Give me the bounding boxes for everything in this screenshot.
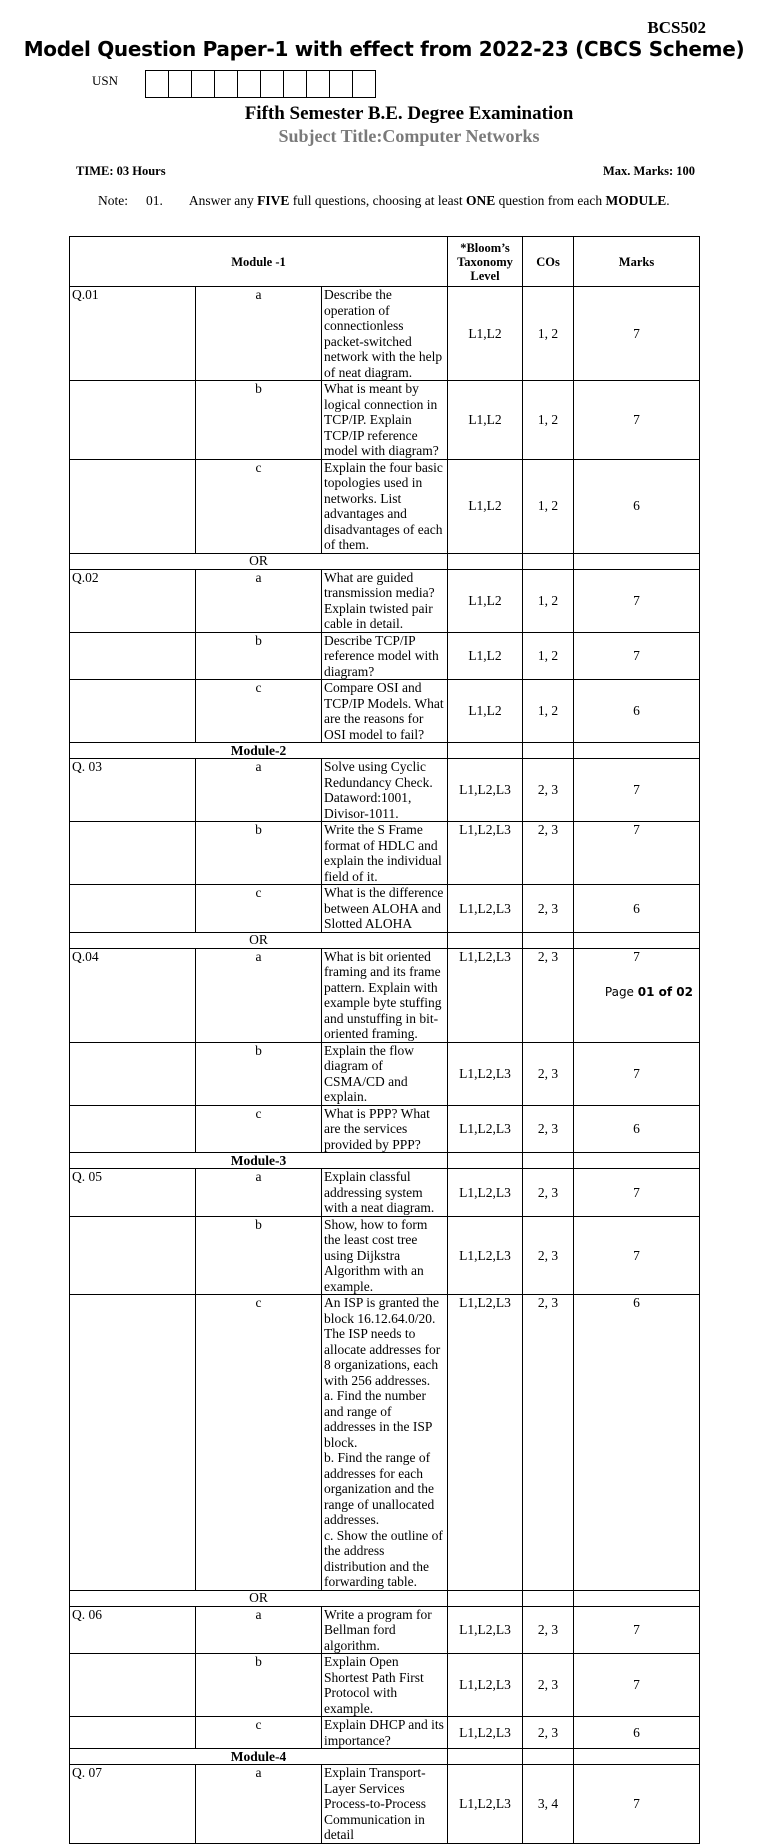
question-number (70, 1717, 196, 1749)
course-outcome: 1, 2 (523, 569, 574, 632)
course-outcome: 2, 3 (523, 1105, 574, 1153)
empty-cell (448, 553, 523, 569)
question-text: Explain Open Shortest Path First Protocol with example. (322, 1654, 448, 1717)
table-row (70, 459, 700, 553)
usn-box (237, 70, 261, 98)
blooms-level: L1,L2,L3 (448, 885, 523, 933)
question-text: Describe TCP/IP reference model with diagram? (322, 632, 448, 680)
module-heading: Module-2 (70, 743, 448, 759)
question-number: Q.04 (70, 948, 196, 1042)
marks: 7 (574, 1169, 700, 1217)
usn-box (168, 70, 192, 98)
empty-cell (523, 1590, 574, 1606)
blooms-level: L1,L2,L3 (448, 1216, 523, 1295)
table-header-row (70, 237, 700, 287)
exam-title: Fifth Semester B.E. Degree Examination (244, 103, 574, 124)
empty-cell (448, 932, 523, 948)
marks: 7 (574, 948, 700, 1042)
part-letter: a (196, 287, 322, 381)
question-text: An ISP is granted the block 16.12.64.0/20. The ISP needs to allocate addresses for 8 organizations, each with 256 addresses. a. Find the number and range of addresses in the ISP block. b. Find the range of addresses for each organization and the range of unallocated addresses. c. Show the outline of the address distribution and the forwarding table. (322, 1295, 448, 1591)
empty-cell (574, 1749, 700, 1765)
marks: 6 (574, 885, 700, 933)
question-text: Describe the operation of connectionless packet-switched network with the help of neat diagram. (322, 287, 448, 381)
question-text: Show, how to form the least cost tree using Dijkstra Algorithm with an example. (322, 1216, 448, 1295)
question-text: Write a program for Bellman ford algorithm. (322, 1606, 448, 1654)
part-letter: a (196, 759, 322, 822)
part-letter: c (196, 459, 322, 553)
empty-cell (574, 1590, 700, 1606)
question-text: Solve using Cyclic Redundancy Check. Dataword:1001, Divisor-1011. (322, 759, 448, 822)
empty-cell (574, 743, 700, 759)
part-letter: b (196, 1216, 322, 1295)
course-code: BCS502 (647, 18, 706, 37)
course-outcome: 2, 3 (523, 885, 574, 933)
part-letter: a (196, 569, 322, 632)
question-text: Explain classful addressing system with a neat diagram. (322, 1169, 448, 1217)
table-row (70, 885, 700, 933)
module-heading-row (70, 1153, 700, 1169)
course-outcome: 2, 3 (523, 1295, 574, 1591)
part-letter: c (196, 1717, 322, 1749)
usn-box (145, 70, 169, 98)
question-number (70, 1295, 196, 1591)
question-number (70, 1105, 196, 1153)
blooms-level: L1,L2,L3 (448, 1105, 523, 1153)
blooms-level: L1,L2,L3 (448, 1295, 523, 1591)
empty-cell (523, 932, 574, 948)
usn-label: USN (92, 73, 119, 88)
question-number (70, 459, 196, 553)
marks: 7 (574, 569, 700, 632)
part-letter: b (196, 1654, 322, 1717)
blooms-level: L1,L2,L3 (448, 1042, 523, 1105)
blooms-level: L1,L2,L3 (448, 1717, 523, 1749)
module-heading-row (70, 743, 700, 759)
empty-cell (448, 1749, 523, 1765)
or-separator: OR (70, 1590, 448, 1606)
or-separator: OR (70, 553, 448, 569)
question-text: Compare OSI and TCP/IP Models. What are the reasons for OSI model to fail? (322, 680, 448, 743)
part-letter: b (196, 1042, 322, 1105)
blooms-level: L1,L2,L3 (448, 1169, 523, 1217)
blooms-level: L1,L2 (448, 381, 523, 460)
or-separator-row (70, 553, 700, 569)
question-text: What is bit oriented framing and its frame pattern. Explain with example byte stuffing and unstuffing in bit-oriented framing. (322, 948, 448, 1042)
blooms-level: L1,L2,L3 (448, 759, 523, 822)
question-text: Explain the four basic topologies used in networks. List advantages and disadvantages of each of them. (322, 459, 448, 553)
question-number: Q.02 (70, 569, 196, 632)
table-row (70, 822, 700, 885)
part-letter: c (196, 680, 322, 743)
module-heading: Module-3 (70, 1153, 448, 1169)
question-number (70, 680, 196, 743)
marks: 7 (574, 1042, 700, 1105)
course-outcome: 2, 3 (523, 948, 574, 1042)
usn-box (191, 70, 215, 98)
course-outcome: 1, 2 (523, 459, 574, 553)
usn-box (306, 70, 330, 98)
cos-header: COs (523, 237, 574, 287)
blooms-level: L1,L2 (448, 569, 523, 632)
usn-box (283, 70, 307, 98)
marks: 7 (574, 1216, 700, 1295)
table-row (70, 1042, 700, 1105)
module-header: Module -1 (70, 237, 448, 287)
table-row (70, 381, 700, 460)
question-rows (70, 287, 700, 1844)
question-text: Write the S Frame format of HDLC and explain the individual field of it. (322, 822, 448, 885)
empty-cell (523, 1153, 574, 1169)
empty-cell (574, 1153, 700, 1169)
table-row (70, 632, 700, 680)
question-number: Q. 06 (70, 1606, 196, 1654)
part-letter: a (196, 1169, 322, 1217)
empty-cell (448, 1153, 523, 1169)
question-text: Explain Transport-Layer Services Process-to-Process Communication in detail (322, 1765, 448, 1844)
part-letter: c (196, 1295, 322, 1591)
marks: 6 (574, 1295, 700, 1591)
table-row (70, 569, 700, 632)
question-text: What is the difference between ALOHA and Slotted ALOHA (322, 885, 448, 933)
empty-cell (574, 553, 700, 569)
question-text: What is meant by logical connection in TCP/IP. Explain TCP/IP reference model with diagram? (322, 381, 448, 460)
marks-header: Marks (574, 237, 700, 287)
time-duration: TIME: 03 Hours (76, 164, 166, 178)
course-outcome: 1, 2 (523, 632, 574, 680)
or-separator: OR (70, 932, 448, 948)
blooms-level: L1,L2,L3 (448, 1765, 523, 1844)
part-letter: a (196, 1606, 322, 1654)
course-outcome: 2, 3 (523, 822, 574, 885)
blooms-level: L1,L2 (448, 632, 523, 680)
table-row (70, 1606, 700, 1654)
table-row (70, 1765, 700, 1844)
marks: 7 (574, 759, 700, 822)
blooms-level: L1,L2 (448, 459, 523, 553)
question-number: Q.01 (70, 287, 196, 381)
table-row (70, 759, 700, 822)
table-row (70, 1216, 700, 1295)
question-number: Q. 07 (70, 1765, 196, 1844)
question-number: Q. 05 (70, 1169, 196, 1217)
table-row (70, 1169, 700, 1217)
blooms-level: L1,L2 (448, 287, 523, 381)
marks: 7 (574, 287, 700, 381)
course-outcome: 2, 3 (523, 1042, 574, 1105)
marks: 7 (574, 632, 700, 680)
table-row (70, 680, 700, 743)
course-outcome: 1, 2 (523, 381, 574, 460)
course-outcome: 2, 3 (523, 759, 574, 822)
course-outcome: 2, 3 (523, 1169, 574, 1217)
marks: 7 (574, 1765, 700, 1844)
table-row (70, 1105, 700, 1153)
course-outcome: 2, 3 (523, 1654, 574, 1717)
empty-cell (523, 553, 574, 569)
usn-boxes (145, 70, 375, 98)
question-text: Explain the flow diagram of CSMA/CD and explain. (322, 1042, 448, 1105)
question-number (70, 1654, 196, 1717)
marks: 7 (574, 1654, 700, 1717)
empty-cell (448, 1590, 523, 1606)
blooms-level: L1,L2,L3 (448, 1606, 523, 1654)
question-table (69, 236, 700, 1844)
marks: 6 (574, 1105, 700, 1153)
usn-box (352, 70, 376, 98)
module-heading-row (70, 1749, 700, 1765)
module-heading: Module-4 (70, 1749, 448, 1765)
course-outcome: 1, 2 (523, 680, 574, 743)
table-row (70, 1295, 700, 1591)
usn-box (329, 70, 353, 98)
question-number (70, 632, 196, 680)
empty-cell (574, 932, 700, 948)
marks: 6 (574, 1717, 700, 1749)
blooms-level: L1,L2,L3 (448, 948, 523, 1042)
table-row (70, 1654, 700, 1717)
question-number (70, 381, 196, 460)
question-text: What are guided transmission media? Explain twisted pair cable in detail. (322, 569, 448, 632)
blooms-level: L1,L2 (448, 680, 523, 743)
empty-cell (523, 743, 574, 759)
paper-title: Model Question Paper-1 with effect from 2022-23 (CBCS Scheme) (23, 37, 745, 61)
note-number: 01. (146, 193, 163, 208)
part-letter: c (196, 1105, 322, 1153)
part-letter: c (196, 885, 322, 933)
part-letter: b (196, 632, 322, 680)
part-letter: a (196, 948, 322, 1042)
blooms-level: L1,L2,L3 (448, 822, 523, 885)
marks: 6 (574, 459, 700, 553)
question-text: What is PPP? What are the services provided by PPP? (322, 1105, 448, 1153)
or-separator-row (70, 932, 700, 948)
marks: 7 (574, 1606, 700, 1654)
question-number (70, 1042, 196, 1105)
course-outcome: 3, 4 (523, 1765, 574, 1844)
marks: 7 (574, 381, 700, 460)
table-row (70, 1717, 700, 1749)
question-number (70, 885, 196, 933)
question-number (70, 1216, 196, 1295)
note-label: Note: (98, 193, 128, 208)
course-outcome: 2, 3 (523, 1717, 574, 1749)
course-outcome: 2, 3 (523, 1216, 574, 1295)
part-letter: b (196, 381, 322, 460)
marks: 6 (574, 680, 700, 743)
course-outcome: 1, 2 (523, 287, 574, 381)
marks: 7 (574, 822, 700, 885)
note-text: Answer any FIVE full questions, choosing at least ONE question from each MODULE. (188, 193, 670, 208)
question-number (70, 822, 196, 885)
question-text: Explain DHCP and its importance? (322, 1717, 448, 1749)
course-outcome: 2, 3 (523, 1606, 574, 1654)
question-number: Q. 03 (70, 759, 196, 822)
note (98, 193, 670, 209)
page-number: Page 01 of 02 (604, 985, 693, 999)
table-row (70, 287, 700, 381)
or-separator-row (70, 1590, 700, 1606)
subject-title: Subject Title:Computer Networks (278, 126, 540, 146)
part-letter: b (196, 822, 322, 885)
blooms-header: *Bloom’s Taxonomy Level (448, 237, 523, 287)
usn-box (260, 70, 284, 98)
usn-box (214, 70, 238, 98)
empty-cell (523, 1749, 574, 1765)
max-marks: Max. Marks: 100 (603, 164, 695, 178)
empty-cell (448, 743, 523, 759)
part-letter: a (196, 1765, 322, 1844)
blooms-level: L1,L2,L3 (448, 1654, 523, 1717)
